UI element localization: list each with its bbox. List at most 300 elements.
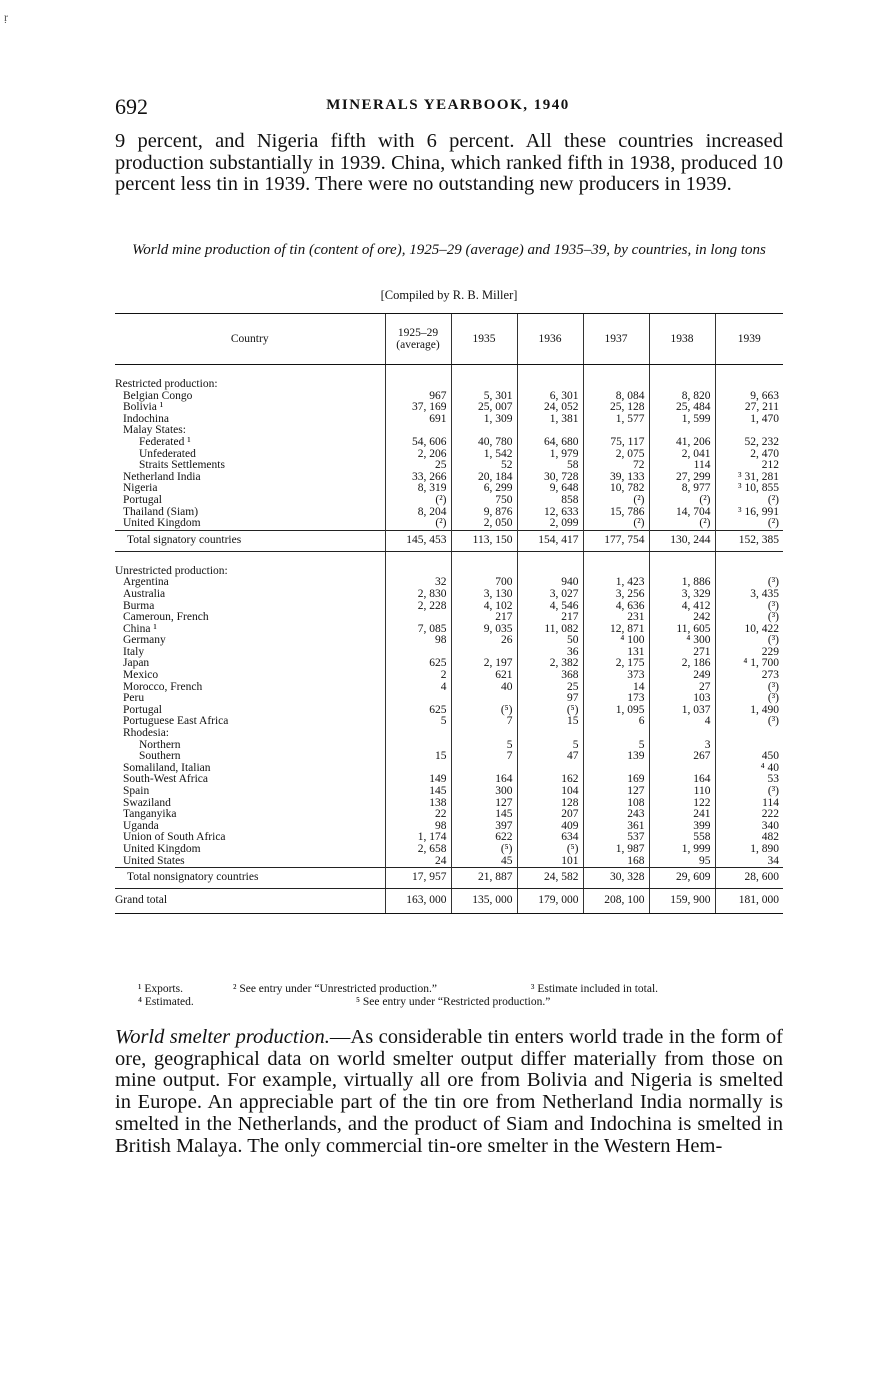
row-label: Northern (139, 739, 181, 751)
column-header: 1938 (649, 314, 715, 365)
table-cell: 29, 609 (649, 868, 715, 889)
table-cell: 152, 385 (715, 530, 783, 551)
table-cell: 208, 100 (583, 889, 649, 914)
table-cell: 40, 780 (451, 437, 517, 449)
table-body (115, 365, 783, 914)
table-cell: 2, 099 (517, 518, 583, 530)
table-cell: 177, 754 (583, 530, 649, 551)
row-label: Unrestricted production: (115, 564, 228, 577)
table-cell: 634 (517, 832, 583, 844)
row-label: Indochina (123, 413, 169, 425)
table-cell (451, 551, 517, 577)
table-cell: ⁴ 1, 700 (715, 658, 783, 670)
table-cell: 3, 256 (583, 589, 649, 601)
table-cell: 2, 075 (583, 449, 649, 461)
table-cell: (²) (385, 495, 451, 507)
table-row (115, 740, 783, 752)
table-cell: 750 (451, 495, 517, 507)
table-cell: (³) (715, 601, 783, 613)
table-cell: 10, 422 (715, 624, 783, 636)
table-cell: 4, 636 (583, 601, 649, 613)
table-cell: (³) (715, 786, 783, 798)
table-cell: (³) (715, 716, 783, 728)
table-cell (385, 365, 451, 391)
table-cell: 145 (385, 786, 451, 798)
row-label: Total signatory countries (115, 530, 385, 551)
table-cell: (³) (715, 682, 783, 694)
table-cell: 243 (583, 809, 649, 821)
table-cell: 58 (517, 460, 583, 472)
table-cell: 95 (649, 856, 715, 868)
table-cell: 271 (649, 647, 715, 659)
table-cell: 3, 435 (715, 589, 783, 601)
table-cell: 164 (451, 774, 517, 786)
table-cell: 15 (385, 751, 451, 763)
table-cell: 101 (517, 856, 583, 868)
table-cell (583, 728, 649, 740)
table-cell (517, 728, 583, 740)
table-row (115, 624, 783, 636)
table-cell: 273 (715, 670, 783, 682)
table-cell: 940 (517, 577, 583, 589)
table-cell: 75, 117 (583, 437, 649, 449)
table-cell: 108 (583, 798, 649, 810)
row-label: Union of South Africa (123, 832, 226, 844)
table-cell: 5, 301 (451, 391, 517, 403)
table-cell: 52 (451, 460, 517, 472)
table-cell: 104 (517, 786, 583, 798)
table-row (115, 635, 783, 647)
row-label: Total nonsignatory countries (115, 868, 385, 889)
table-cell: 159, 900 (649, 889, 715, 914)
table-cell: 12, 871 (583, 624, 649, 636)
row-label: Southern (139, 751, 181, 763)
table-cell: 8, 319 (385, 483, 451, 495)
table-row (115, 495, 783, 507)
table-cell: 25, 007 (451, 402, 517, 414)
table-cell: 114 (649, 460, 715, 472)
row-label: Unfederated (139, 448, 196, 460)
table-cell: 2, 175 (583, 658, 649, 670)
table-source-note: [Compiled by R. B. Miller] (380, 288, 518, 302)
table-row (115, 518, 783, 530)
table-cell: 47 (517, 751, 583, 763)
table-cell: 163, 000 (385, 889, 451, 914)
table-cell: (³) (715, 577, 783, 589)
table-cell: 399 (649, 821, 715, 833)
table-cell: 10, 782 (583, 483, 649, 495)
table-cell: 169 (583, 774, 649, 786)
table-cell: (²) (583, 495, 649, 507)
table-cell: 2, 382 (517, 658, 583, 670)
table-cell: 24, 582 (517, 868, 583, 889)
table-cell: 621 (451, 670, 517, 682)
table-row (115, 483, 783, 495)
table-cell: 97 (517, 693, 583, 705)
row-label: Nigeria (123, 483, 158, 495)
table-cell: 64, 680 (517, 437, 583, 449)
row-label: United Kingdom (123, 843, 201, 855)
table-cell (451, 365, 517, 391)
table-cell: 17, 957 (385, 868, 451, 889)
table-cell: 139 (583, 751, 649, 763)
table-cell: 103 (649, 693, 715, 705)
table-cell (517, 551, 583, 577)
table-cell: 181, 000 (715, 889, 783, 914)
table-cell (649, 365, 715, 391)
row-label: Portuguese East Africa (123, 716, 229, 728)
table-cell: 11, 082 (517, 624, 583, 636)
table-cell: 2, 050 (451, 518, 517, 530)
table-cell: 5 (517, 740, 583, 752)
row-label: Rhodesia: (123, 728, 169, 740)
tin-production-table (115, 313, 783, 914)
table-cell: (⁵) (451, 844, 517, 856)
table-cell: (⁵) (517, 844, 583, 856)
table-row (115, 437, 783, 449)
table-cell: 154, 417 (517, 530, 583, 551)
table-cell: 50 (517, 635, 583, 647)
table-cell: ³ 10, 855 (715, 483, 783, 495)
table-cell: 4 (649, 716, 715, 728)
table-cell: 12, 633 (517, 507, 583, 519)
table-cell (583, 551, 649, 577)
table-cell: 2, 470 (715, 449, 783, 461)
table-cell: 1, 987 (583, 844, 649, 856)
table-cell: 15, 786 (583, 507, 649, 519)
table-cell: 3, 130 (451, 589, 517, 601)
table-cell: 25, 128 (583, 402, 649, 414)
table-cell: 3, 329 (649, 589, 715, 601)
row-label: Belgian Congo (123, 390, 193, 402)
table-row (115, 414, 783, 426)
table-row (115, 774, 783, 786)
table-cell: 967 (385, 391, 451, 403)
table-row (115, 844, 783, 856)
table-cell: 8, 084 (583, 391, 649, 403)
row-label: Uganda (123, 820, 159, 832)
table-cell (385, 728, 451, 740)
table-cell: (³) (715, 693, 783, 705)
table-row (115, 868, 783, 889)
table-cell: 27, 299 (649, 472, 715, 484)
table-cell: (²) (385, 518, 451, 530)
row-label: Peru (123, 693, 145, 705)
row-label: Portugal (123, 494, 162, 506)
table-cell: 700 (451, 577, 517, 589)
table-cell: 691 (385, 414, 451, 426)
table-cell: (²) (583, 518, 649, 530)
table-cell: 22 (385, 809, 451, 821)
table-cell: 1, 886 (649, 577, 715, 589)
row-label: Japan (123, 658, 150, 670)
table-cell: 41, 206 (649, 437, 715, 449)
column-header: Country (115, 314, 385, 365)
table-cell: 14 (583, 682, 649, 694)
table-cell: 1, 979 (517, 449, 583, 461)
table-row (115, 449, 783, 461)
table-cell: 179, 000 (517, 889, 583, 914)
table-cell: (²) (715, 495, 783, 507)
table-row (115, 601, 783, 613)
table-cell: 4, 102 (451, 601, 517, 613)
body-paragraph-1: 9 percent, and Nigeria fifth with 6 percent. All these countries increased production substantially in 1939. China, which ranked fifth in 1938, produced 10 percent less tin in 1939. There were no outstanding new producers in 1939. (115, 130, 783, 195)
table-cell: 1, 381 (517, 414, 583, 426)
table-cell: 127 (583, 786, 649, 798)
table-cell: 25 (517, 682, 583, 694)
table-cell: 27, 211 (715, 402, 783, 414)
table-cell: 15 (517, 716, 583, 728)
row-label: Morocco, French (123, 681, 203, 693)
body-paragraph-2 (115, 1027, 783, 1157)
table-cell: 7 (451, 751, 517, 763)
table-cell: 138 (385, 798, 451, 810)
table-cell: 537 (583, 832, 649, 844)
section-lead: World smelter production. (115, 1026, 330, 1048)
table-cell: 9, 663 (715, 391, 783, 403)
table-cell: 149 (385, 774, 451, 786)
table-cell: 625 (385, 658, 451, 670)
table-row (115, 821, 783, 833)
table-cell: 2 (385, 670, 451, 682)
table-row (115, 365, 783, 391)
column-header: 1935 (451, 314, 517, 365)
table-cell: 1, 309 (451, 414, 517, 426)
table-row (115, 551, 783, 577)
table-cell: 135, 000 (451, 889, 517, 914)
row-label: Bolivia ¹ (123, 402, 164, 414)
table-cell: (⁵) (517, 705, 583, 717)
table-cell: 397 (451, 821, 517, 833)
table-cell: 558 (649, 832, 715, 844)
row-label: Germany (123, 635, 166, 647)
table-cell: 1, 037 (649, 705, 715, 717)
table-row (115, 460, 783, 472)
table-cell: 1, 490 (715, 705, 783, 717)
table-header-row (115, 314, 783, 365)
row-label: Portugal (123, 704, 162, 716)
table-cell: 164 (649, 774, 715, 786)
row-label: China ¹ (123, 623, 157, 635)
table-cell: 30, 728 (517, 472, 583, 484)
table-cell (451, 728, 517, 740)
table-cell: 1, 599 (649, 414, 715, 426)
table-cell: 2, 186 (649, 658, 715, 670)
table-row (115, 856, 783, 868)
table-cell: 1, 174 (385, 832, 451, 844)
table-row (115, 798, 783, 810)
row-label: Malay States: (123, 425, 186, 437)
column-header: 1936 (517, 314, 583, 365)
page-header (115, 94, 781, 120)
table-cell: 1, 470 (715, 414, 783, 426)
table-cell: 9, 648 (517, 483, 583, 495)
footnote: ⁵ See entry under “Restricted production.” (356, 995, 551, 1008)
table-cell: 5 (385, 716, 451, 728)
table-cell: 409 (517, 821, 583, 833)
table-cell: 39, 133 (583, 472, 649, 484)
table-row (115, 728, 783, 740)
table-cell: (⁵) (451, 705, 517, 717)
table-row (115, 670, 783, 682)
table-cell: 249 (649, 670, 715, 682)
table-row (115, 889, 783, 914)
table-cell: 4, 546 (517, 601, 583, 613)
row-label: Netherland India (123, 471, 201, 483)
row-label: Burma (123, 600, 155, 612)
table-cell (715, 551, 783, 577)
table-footnotes (138, 983, 778, 1008)
table-cell: ⁴ 300 (649, 635, 715, 647)
table-cell: 54, 606 (385, 437, 451, 449)
table-row (115, 786, 783, 798)
table-cell: ³ 16, 991 (715, 507, 783, 519)
table-cell: 622 (451, 832, 517, 844)
table-cell: 27 (649, 682, 715, 694)
table-cell: 53 (715, 774, 783, 786)
row-label: Swaziland (123, 797, 171, 809)
column-header: 1937 (583, 314, 649, 365)
table-cell: 110 (649, 786, 715, 798)
table-cell: 5 (451, 740, 517, 752)
table-cell: 9, 035 (451, 624, 517, 636)
table-cell: 173 (583, 693, 649, 705)
row-label: Straits Settlements (139, 460, 225, 472)
table-cell: (³) (715, 612, 783, 624)
table-cell: 6 (583, 716, 649, 728)
table-cell: 1, 542 (451, 449, 517, 461)
table-cell: 98 (385, 635, 451, 647)
table-cell: 4, 412 (649, 601, 715, 613)
table-cell: ⁴ 100 (583, 635, 649, 647)
table-row (115, 763, 783, 775)
table-cell: 241 (649, 809, 715, 821)
table-cell: 217 (517, 612, 583, 624)
table-cell: 25 (385, 460, 451, 472)
table-cell: 26 (451, 635, 517, 647)
table-cell: 5 (583, 740, 649, 752)
row-label: Mexico (123, 670, 159, 682)
table-cell: 8, 820 (649, 391, 715, 403)
table-row (115, 705, 783, 717)
table-cell: 131 (583, 647, 649, 659)
row-label: Federated ¹ (139, 436, 191, 448)
row-label: Spain (123, 786, 150, 797)
table-row (115, 809, 783, 821)
table-cell: ³ 31, 281 (715, 472, 783, 484)
table-cell (385, 551, 451, 577)
footnote: ² See entry under “Unrestricted production.” (233, 983, 437, 995)
table-cell: 34 (715, 856, 783, 868)
table-cell: 858 (517, 495, 583, 507)
table-cell: 6, 301 (517, 391, 583, 403)
table-cell: 231 (583, 612, 649, 624)
table-cell: 7, 085 (385, 624, 451, 636)
row-label: United Kingdom (123, 518, 201, 530)
table-cell: 217 (451, 612, 517, 624)
table-cell: (²) (715, 518, 783, 530)
table-row (115, 751, 783, 763)
table-cell: 8, 204 (385, 507, 451, 519)
table-cell: 32 (385, 577, 451, 589)
row-label: South-West Africa (123, 774, 208, 786)
table-row (115, 716, 783, 728)
row-label: Tanganyika (123, 809, 177, 821)
table-cell: ⁴ 40 (715, 763, 783, 775)
running-head: MINERALS YEARBOOK, 1940 (326, 97, 570, 113)
page-number: 692 (115, 94, 148, 119)
table-cell: 482 (715, 832, 783, 844)
table-cell: 1, 999 (649, 844, 715, 856)
row-label: Thailand (Siam) (123, 506, 199, 518)
table-cell: 2, 228 (385, 601, 451, 613)
table-cell: 1, 095 (583, 705, 649, 717)
table-cell: 1, 423 (583, 577, 649, 589)
row-label: Australia (123, 588, 166, 600)
table-cell (517, 365, 583, 391)
table-cell: 300 (451, 786, 517, 798)
table-cell: 37, 169 (385, 402, 451, 414)
table-cell: 2, 830 (385, 589, 451, 601)
table-cell (649, 551, 715, 577)
row-label: United States (123, 855, 185, 867)
table-cell (583, 365, 649, 391)
table-cell: 114 (715, 798, 783, 810)
table-cell: 229 (715, 647, 783, 659)
table-row (115, 612, 783, 624)
column-header: 1939 (715, 314, 783, 365)
paragraph-text: —As considerable tin enters world trade in the form of ore, geographical data on world smelter output differ materially from those on mine output. For example, virtually all ore from Bolivia and Nigeria is smelted in Europe. An appreciable part of the tin ore from Netherland India normally is smelted in the Netherlands, and the product of Siam and Indochina is smelted in British Malaya. The only commercial tin-ore smelter in the Western Hem- (115, 1026, 783, 1157)
table-cell: 168 (583, 856, 649, 868)
table-cell: 2, 206 (385, 449, 451, 461)
table-cell: (²) (649, 495, 715, 507)
table-cell: 45 (451, 856, 517, 868)
table-cell: (²) (649, 518, 715, 530)
table-cell: 7 (451, 716, 517, 728)
table-cell: 36 (517, 647, 583, 659)
row-label: Argentina (123, 577, 169, 589)
column-header: 1925–29 (average) (385, 314, 451, 365)
table-cell: 368 (517, 670, 583, 682)
table-cell: 20, 184 (451, 472, 517, 484)
row-label: Italy (123, 646, 145, 658)
table-row (115, 658, 783, 670)
table-cell: 40 (451, 682, 517, 694)
table-row (115, 682, 783, 694)
table-cell: 162 (517, 774, 583, 786)
table-cell: 3 (649, 740, 715, 752)
table-cell: 33, 266 (385, 472, 451, 484)
table-cell: 242 (649, 612, 715, 624)
table-row (115, 507, 783, 519)
table-cell: 373 (583, 670, 649, 682)
table-cell: 6, 299 (451, 483, 517, 495)
table-cell: 1, 577 (583, 414, 649, 426)
table-caption: World mine production of tin (content of ore), 1925–29 (average) and 1935–39, by countries, in long tons (132, 242, 766, 258)
table-cell: 14, 704 (649, 507, 715, 519)
table-cell: 4 (385, 682, 451, 694)
table-cell: 130, 244 (649, 530, 715, 551)
table-cell: 128 (517, 798, 583, 810)
table-cell: 24 (385, 856, 451, 868)
table-cell: 212 (715, 460, 783, 472)
table-cell (649, 728, 715, 740)
table-cell: 28, 600 (715, 868, 783, 889)
table-cell: 72 (583, 460, 649, 472)
footnote: ³ Estimate included in total. (531, 983, 659, 995)
table-cell: 450 (715, 751, 783, 763)
row-label: Restricted production: (115, 378, 218, 390)
